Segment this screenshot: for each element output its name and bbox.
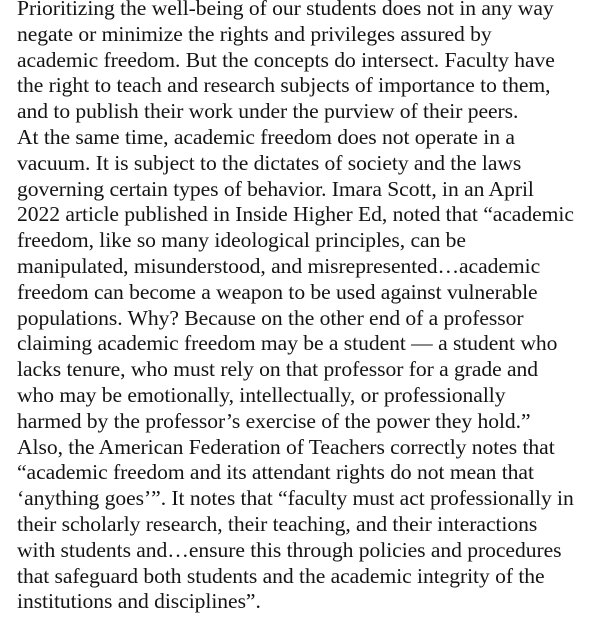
text-line: lacks tenure, who must rely on that professor for a grade and [17,357,539,382]
text-line: At the same time, academic freedom does not operate in a [17,124,515,149]
text-line: ‘anything goes’”. It notes that “faculty must act professionally in [17,486,574,511]
text-line: who may be emotionally, intellectually, or professionally [17,382,506,407]
text-line: institutions and disciplines”. [17,589,261,614]
text-line: and to publish their work under the purview of their peers. [17,99,519,124]
text-line: 2022 article published in Inside Higher Ed, noted that “academic [17,202,574,227]
text-line: Prioritizing the well-being of our students does not in any way [17,0,554,20]
text-line: negate or minimize the rights and privileges assured by [17,21,492,46]
text-line: freedom, like so many ideological principles, can be [17,228,466,253]
text-line: the right to teach and research subjects of importance to them, [17,73,551,98]
text-line: vacuum. It is subject to the dictates of society and the laws [17,150,522,175]
text-line: Also, the American Federation of Teachers correctly notes that [17,434,555,459]
body-text [17,0,596,615]
text-line: manipulated, misunderstood, and misrepresented…academic [17,253,541,278]
text-line: that safeguard both students and the academic integrity of the [17,563,545,588]
text-line: harmed by the professor’s exercise of the power they hold.” [17,408,531,433]
text-line: populations. Why? Because on the other end of a professor [17,305,524,330]
text-line: academic freedom. But the concepts do intersect. Faculty have [17,47,555,72]
text-line: freedom can become a weapon to be used against vulnerable [17,279,538,304]
text-line: “academic freedom and its attendant rights do not mean that [17,460,534,485]
text-line: claiming academic freedom may be a student — a student who [17,331,558,356]
text-line: their scholarly research, their teaching, and their interactions [17,511,538,536]
text-line: governing certain types of behavior. Imara Scott, in an April [17,176,534,201]
text-line: with students and…ensure this through policies and procedures [17,537,562,562]
